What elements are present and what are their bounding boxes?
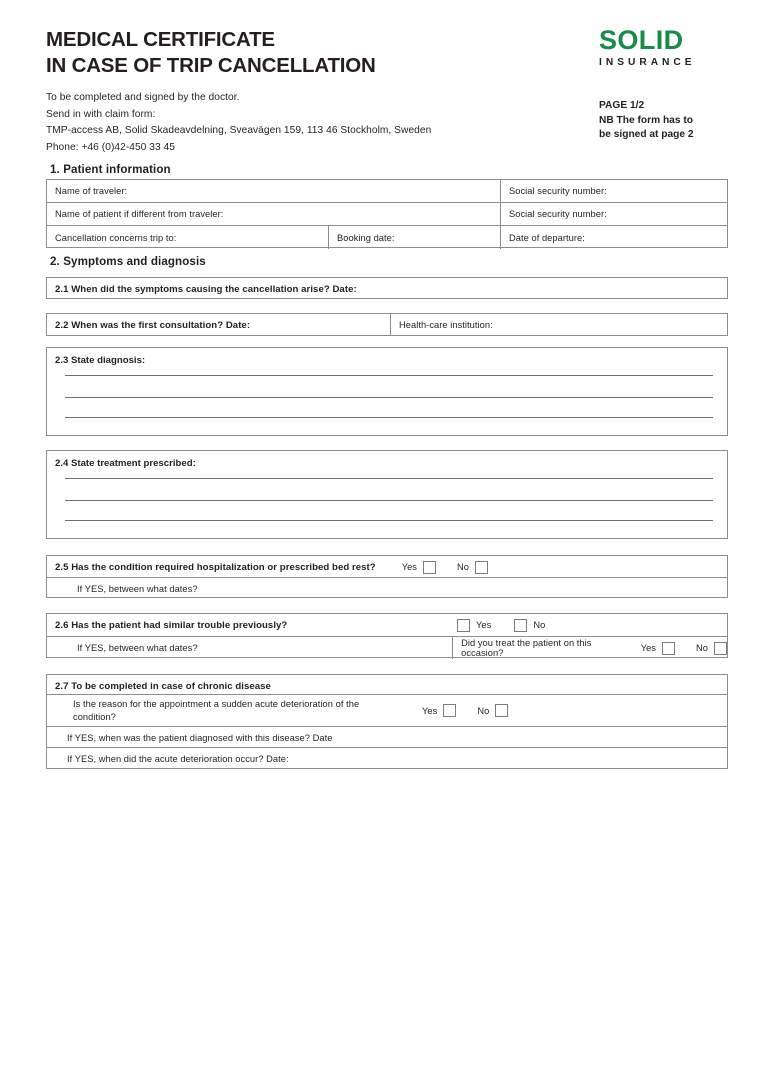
question-2-6-box — [46, 613, 728, 658]
question-2-5-box — [46, 555, 728, 598]
field-label: Cancellation concerns trip to: — [55, 232, 177, 243]
field-date-of-departure[interactable] — [501, 226, 727, 249]
question-2-7-acute-deterioration — [47, 695, 392, 726]
table-row — [47, 278, 727, 298]
field-label: If YES, between what dates? — [77, 643, 198, 653]
question-2-6-options — [457, 614, 727, 636]
checkbox-yes[interactable] — [423, 561, 436, 574]
field-name-of-patient[interactable] — [47, 203, 501, 225]
table-row — [47, 675, 727, 695]
question-label: 2.5 Has the condition required hospitalization or prescribed bed rest? — [55, 561, 376, 573]
question-2-7-options — [392, 695, 727, 726]
page-note-line-1: PAGE 1/2 — [599, 100, 645, 112]
option-label-no: No — [533, 620, 546, 630]
table-row — [47, 203, 727, 226]
page-title-line-2: IN CASE OF TRIP CANCELLATION — [46, 54, 376, 78]
question-label: Is the reason for the appointment a sudden acute deterioration of the condition? — [73, 698, 360, 722]
question-label: 2.2 When was the first consultation? Date: — [55, 319, 251, 331]
page-title — [46, 27, 516, 79]
page-note-line-2: NB The form has to — [599, 114, 693, 126]
document-header — [46, 27, 728, 156]
field-treated-on-occasion — [453, 637, 727, 659]
section-1-heading: 1. Patient information — [50, 163, 171, 176]
question-label: 2.4 State treatment prescribed: — [55, 458, 196, 469]
patient-information-table — [46, 179, 728, 248]
writing-line — [65, 417, 713, 418]
field-label: If YES, between what dates? — [77, 584, 198, 594]
field-label: Name of traveler: — [55, 186, 128, 196]
checkbox-yes[interactable] — [443, 704, 456, 717]
field-label: Name of patient if different from traveler: — [55, 209, 224, 219]
brand-block — [583, 27, 728, 143]
question-label: 2.1 When did the symptoms causing the cancellation arise? Date: — [55, 283, 357, 295]
intro-line-1: To be completed and signed by the doctor. — [46, 92, 240, 104]
table-row — [47, 637, 727, 658]
checkbox-no[interactable] — [714, 642, 727, 655]
intro-line-2: Send in with claim form: — [46, 108, 156, 120]
checkbox-no[interactable] — [514, 619, 527, 632]
table-row — [47, 226, 727, 249]
field-deterioration-date[interactable] — [47, 748, 727, 770]
field-ssn-traveler[interactable] — [501, 180, 727, 202]
field-label: Health-care institution: — [399, 320, 493, 330]
page-note-line-3: be signed at page 2 — [599, 129, 694, 141]
checkbox-yes[interactable] — [662, 642, 675, 655]
question-2-7-box — [46, 674, 728, 769]
question-label: 2.6 Has the patient had similar trouble previously? — [55, 619, 288, 631]
table-row — [47, 695, 727, 727]
acute-options — [422, 704, 508, 717]
question-2-5-options — [402, 561, 488, 574]
field-healthcare-institution[interactable] — [391, 314, 727, 336]
writing-line — [65, 500, 713, 501]
checkbox-no[interactable] — [495, 704, 508, 717]
header-left-block — [46, 27, 516, 156]
question-2-3-box[interactable] — [46, 347, 728, 436]
table-row — [47, 614, 727, 637]
checkbox-yes[interactable] — [457, 619, 470, 632]
intro-line-3-address: TMP-access AB, Solid Skadeavdelning, Sveavägen 159, 113 46 Stockholm, Sweden — [46, 125, 432, 137]
table-row — [47, 180, 727, 203]
intro-line-4-phone: Phone: +46 (0)42-450 33 45 — [46, 141, 176, 153]
checkbox-no[interactable] — [475, 561, 488, 574]
page-title-line-1: MEDICAL CERTIFICATE — [46, 28, 275, 51]
field-first-consultation-date[interactable] — [47, 314, 391, 336]
table-row — [47, 727, 727, 748]
question-2-5-row — [47, 556, 727, 578]
question-label: 2.7 To be completed in case of chronic disease — [55, 680, 271, 692]
question-label: 2.3 State diagnosis: — [55, 355, 146, 366]
field-symptoms-arise-date[interactable] — [47, 278, 727, 300]
field-label: Booking date: — [337, 232, 395, 243]
question-2-1-box — [46, 277, 728, 299]
page-note — [599, 99, 728, 142]
field-label: If YES, when did the acute deterioration occur? Date: — [67, 754, 289, 764]
option-label-yes: Yes — [422, 705, 438, 716]
field-label: Date of departure: — [509, 232, 585, 243]
writing-line — [65, 478, 713, 479]
table-row — [47, 556, 727, 578]
field-label: If YES, when was the patient diagnosed with this disease? Date — [67, 733, 333, 743]
option-label-no: No — [477, 705, 490, 716]
field-name-of-traveler[interactable] — [47, 180, 501, 202]
writing-line — [65, 375, 713, 376]
question-2-6-row — [47, 614, 457, 636]
option-label-no: No — [457, 562, 469, 572]
option-label-no: No — [696, 643, 708, 653]
treated-options — [641, 642, 727, 655]
field-2-6-dates[interactable] — [47, 637, 453, 659]
question-2-7-heading-row — [47, 675, 727, 697]
field-2-5-dates[interactable] — [47, 578, 727, 600]
field-diagnosed-date[interactable] — [47, 727, 727, 749]
solid-logo-subtitle: INSURANCE — [599, 57, 696, 68]
intro-instructions — [46, 90, 516, 156]
option-label-yes: Yes — [640, 643, 657, 653]
option-group-yes — [457, 619, 491, 632]
field-label: Social security number: — [509, 209, 607, 219]
table-row — [47, 748, 727, 769]
writing-line — [65, 520, 713, 521]
section-2-heading: 2. Symptoms and diagnosis — [50, 255, 206, 268]
writing-line — [65, 397, 713, 398]
field-ssn-patient[interactable] — [501, 203, 727, 225]
table-row — [47, 314, 727, 335]
question-label: Did you treat the patient on this occasion? — [461, 638, 592, 658]
table-row — [47, 578, 727, 599]
option-label-yes: Yes — [401, 562, 418, 572]
question-2-4-box[interactable] — [46, 450, 728, 539]
question-2-2-box — [46, 313, 728, 336]
field-label: Social security number: — [509, 186, 607, 196]
solid-logo-wordmark: SOLID — [599, 25, 684, 55]
field-trip-destination[interactable] — [47, 226, 329, 249]
field-booking-date[interactable] — [329, 226, 501, 249]
option-label-yes: Yes — [476, 620, 492, 630]
option-group-no — [514, 619, 545, 632]
